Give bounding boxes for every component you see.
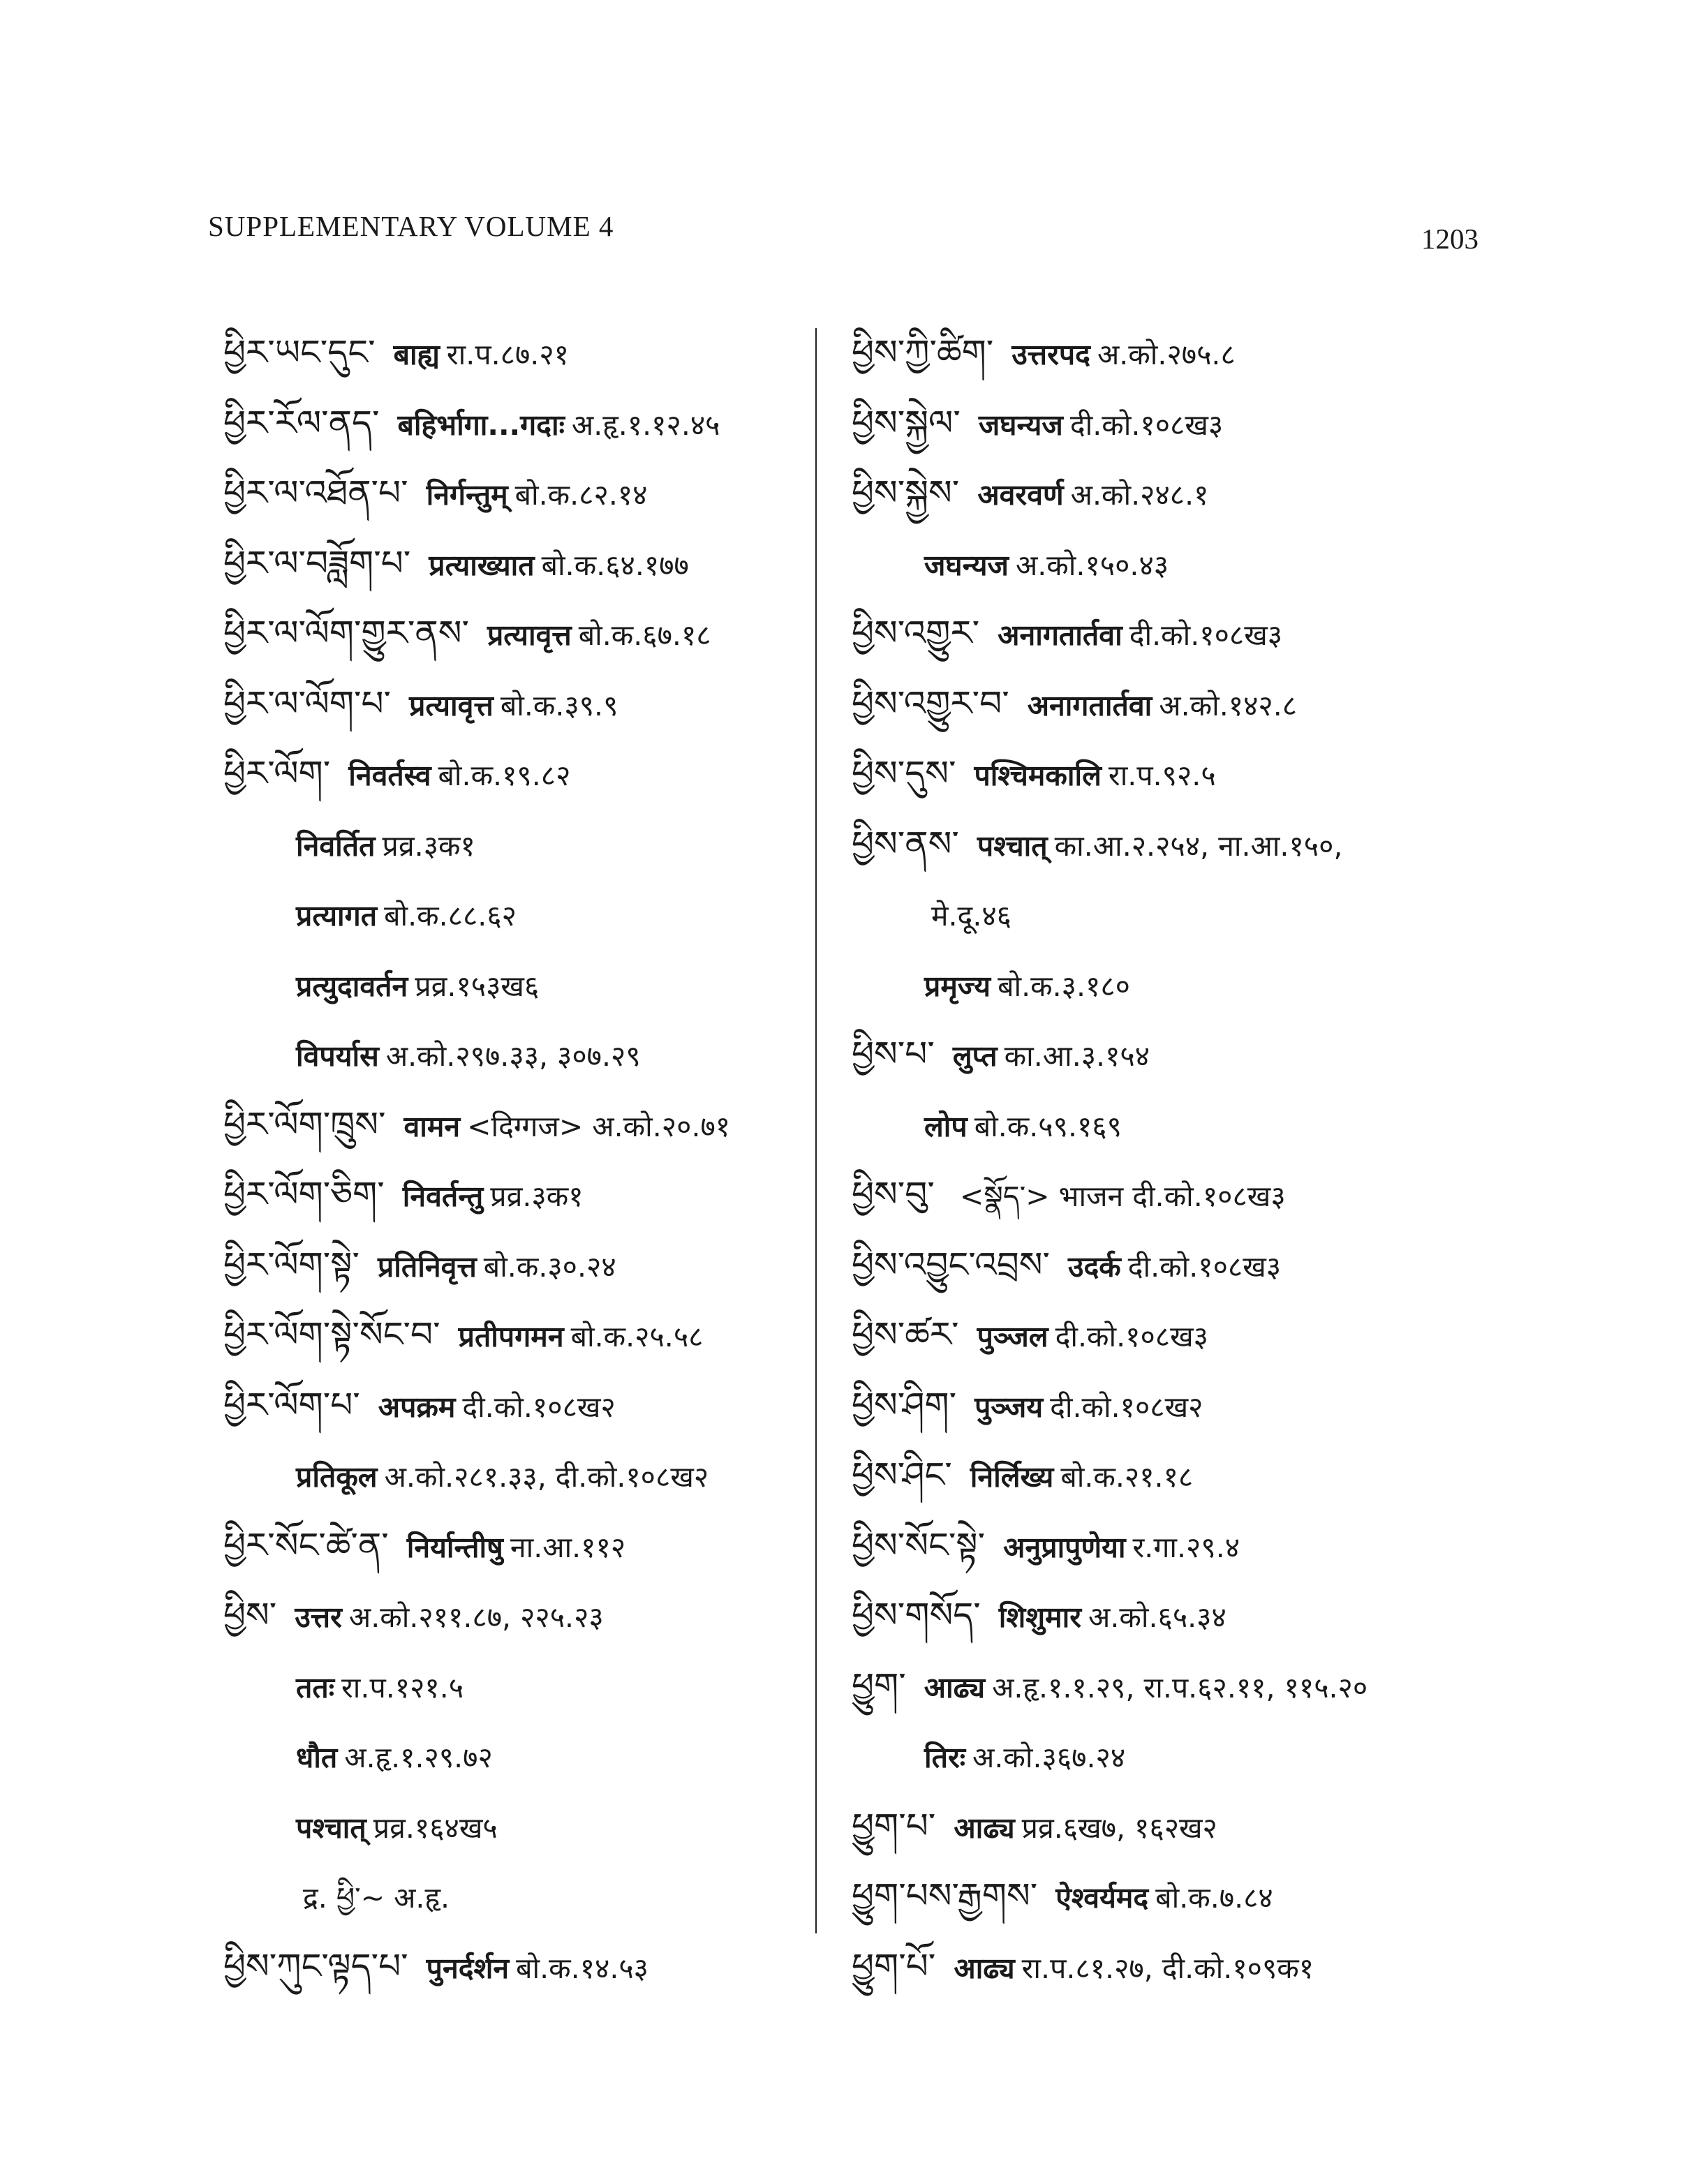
- source-reference: अ.हृ.१.१.२९, रा.प.६२.११, ११५.२०: [992, 1670, 1368, 1704]
- left-column: [223, 318, 810, 2001]
- source-reference: प्रव्र.१५३ख६: [415, 969, 540, 1003]
- dictionary-entry: [223, 1510, 810, 1581]
- source-reference: रा.प.८७.२१: [446, 338, 569, 371]
- source-reference: र.गा.२९.४: [1132, 1530, 1240, 1564]
- tibetan-headword: ཕྱིར་ལོག་ཅིག་: [223, 1174, 385, 1214]
- sanskrit-equivalent: निर्गन्तुम्: [426, 478, 508, 512]
- sanskrit-equivalent: बहिर्भागा...गदाः: [397, 408, 565, 442]
- sanskrit-equivalent: तिरः: [924, 1741, 966, 1774]
- source-reference: अ.को.२८१.३३, दी.को.१०८ख२: [384, 1460, 709, 1494]
- dictionary-entry: [223, 1370, 810, 1441]
- source-reference: रा.प.८१.२७, दी.को.१०९क१: [1021, 1951, 1314, 1985]
- dictionary-entry: [852, 1580, 1480, 1651]
- sanskrit-equivalent: ततः: [296, 1670, 335, 1704]
- dictionary-entry: [223, 1090, 810, 1160]
- dictionary-entry: [223, 1580, 810, 1651]
- dictionary-entry: [852, 1230, 1480, 1300]
- source-reference: अ.को.६५.३४: [1088, 1600, 1226, 1634]
- dictionary-entry: [852, 1791, 1480, 1862]
- source-reference: बो.क.२५.५८: [570, 1320, 704, 1353]
- sanskrit-equivalent: अनुप्रापुणेया: [1003, 1530, 1126, 1564]
- source-reference: दी.को.१०८ख३: [1055, 1320, 1208, 1353]
- sanskrit-equivalent: लोप: [924, 1109, 968, 1143]
- dictionary-subentry: [223, 949, 810, 1020]
- sanskrit-equivalent: बाह्य: [393, 338, 440, 371]
- source-reference: प्रव्र.३क१: [382, 829, 475, 863]
- sanskrit-equivalent: उत्तरपद: [1011, 338, 1090, 371]
- tibetan-headword: ཕྱིས་ཀྱི་ཚིག་: [852, 332, 994, 373]
- source-reference: का.आ.३.१५४: [1004, 1039, 1150, 1073]
- source-reference: ना.आ.११२: [510, 1530, 626, 1564]
- sanskrit-equivalent: पश्चात्: [296, 1811, 366, 1845]
- right-column: [852, 318, 1480, 2001]
- sanskrit-equivalent: प्रत्यागत: [296, 899, 378, 933]
- sanskrit-equivalent: प्रमृज्य: [924, 969, 991, 1003]
- source-reference: बो.क.१९.८२: [438, 759, 571, 792]
- source-reference: प्रव्र.६ख७, १६२ख२: [1021, 1811, 1217, 1845]
- source-reference: अ.को.२११.८७, २२५.२३: [348, 1600, 604, 1634]
- dictionary-entry: [223, 1931, 810, 2002]
- tibetan-headword: ཕྱིར་ལ་ལོག་པ་: [223, 683, 392, 724]
- dictionary-subentry: [852, 528, 1480, 599]
- tibetan-headword: ཕྱིར་ལོག་པ་: [223, 1384, 360, 1425]
- sanskrit-equivalent: जघन्यज: [924, 548, 1009, 582]
- sanskrit-equivalent: प्रतिकूल: [296, 1460, 378, 1494]
- sanskrit-equivalent: निवर्तन्तु: [402, 1180, 484, 1213]
- sanskrit-equivalent: शिशुमार: [998, 1600, 1081, 1634]
- sanskrit-equivalent: प्रतिनिवृत्त: [377, 1249, 477, 1284]
- source-reference: दी.को.१०८ख३: [1129, 618, 1283, 652]
- sanskrit-equivalent: अवरवर्ण: [977, 478, 1064, 512]
- sanskrit-equivalent: प्रत्यावृत्त: [409, 688, 494, 722]
- sanskrit-equivalent: पुनर्दर्शन: [426, 1951, 510, 1985]
- dictionary-entry: [852, 1370, 1480, 1441]
- source-reference: <སྣོད་> भाजन दी.को.१०८ख३: [959, 1180, 1286, 1213]
- dictionary-subentry: [852, 1090, 1480, 1160]
- sanskrit-equivalent: निर्यान्तीषु: [406, 1530, 503, 1564]
- sanskrit-equivalent: अपक्रम: [378, 1390, 456, 1424]
- column-divider: [815, 328, 817, 1933]
- page-header: [208, 209, 1478, 255]
- tibetan-headword: ཕྱིས་གསོད་: [852, 1595, 981, 1635]
- source-reference: अ.को.२७५.८: [1097, 338, 1236, 371]
- sanskrit-equivalent: प्रत्युदावर्तन: [296, 969, 408, 1003]
- tibetan-headword: ཕྱིར་ལ་ལོག་གྱུར་ནས་: [223, 613, 469, 653]
- dictionary-entry: [852, 1931, 1480, 2002]
- tibetan-headword: ཕྱིས་བུ་: [852, 1174, 935, 1214]
- sanskrit-equivalent: निर्लिख्य: [970, 1460, 1054, 1494]
- dictionary-entry: [223, 598, 810, 669]
- source-reference: अ.को.२९७.३३, ३०७.२९: [385, 1039, 641, 1073]
- dictionary-entry: [223, 318, 810, 388]
- dictionary-entry: [852, 738, 1480, 809]
- dictionary-entry: [223, 1159, 810, 1230]
- sanskrit-equivalent: धौत: [296, 1741, 338, 1774]
- dictionary-subentry: [223, 1651, 810, 1721]
- source-reference: बो.क.३०.२४: [483, 1249, 616, 1284]
- source-reference: अ.हृ.१.१२.४५: [571, 408, 720, 442]
- dictionary-subentry: [223, 1721, 810, 1791]
- dictionary-subentry: [223, 879, 810, 949]
- tibetan-headword: ཕྱིར་སོང་ཚེ་ན་: [223, 1524, 389, 1566]
- dictionary-subentry: [223, 1440, 810, 1510]
- source-reference: मे.दू.४६: [931, 899, 1011, 933]
- dictionary-entry: [223, 388, 810, 459]
- dictionary-entry: [852, 598, 1480, 669]
- tibetan-headword: ཕྱིས་ཤིག་: [852, 1384, 957, 1425]
- source-reference: बो.क.३.१८०: [998, 969, 1130, 1003]
- sanskrit-equivalent: विपर्यास: [296, 1039, 379, 1073]
- dictionary-entry: [852, 1651, 1480, 1721]
- tibetan-headword: ཕྱིས་: [223, 1595, 277, 1635]
- dictionary-entry: [852, 809, 1480, 879]
- source-reference: अ.को.३६७.२४: [972, 1741, 1126, 1774]
- running-title: SUPPLEMENTARY VOLUME 4: [208, 210, 614, 242]
- tibetan-headword: ཕྱིར་ལོག་སྟེ་སོང་བ་: [223, 1314, 440, 1355]
- source-reference: बो.क.८२.१४: [514, 478, 648, 512]
- sanskrit-equivalent: पश्चिमकालि: [974, 759, 1102, 792]
- sanskrit-equivalent: उदर्क: [1068, 1249, 1121, 1284]
- dictionary-entry: [852, 1861, 1480, 1931]
- sanskrit-equivalent: आढ्य: [954, 1951, 1015, 1985]
- tibetan-headword: ཕྱིས་པ་: [852, 1034, 935, 1074]
- source-reference: दी.को.१०८ख२: [462, 1390, 616, 1424]
- tibetan-headword: ཕྱུག་པས་རྒྱགས་: [852, 1875, 1038, 1916]
- dictionary-entry: [852, 458, 1480, 528]
- source-reference: बो.क.८८.६२: [384, 899, 517, 933]
- tibetan-headword: ཕྱིས་སོང་སྟེ་: [852, 1524, 986, 1566]
- dictionary-entry: [223, 738, 810, 809]
- tibetan-headword: ཕྱིར་ལོག་ཁྲུས་: [223, 1104, 386, 1145]
- sanskrit-equivalent: पुञ्जल: [977, 1320, 1048, 1353]
- sanskrit-equivalent: लुप्त: [952, 1039, 998, 1073]
- dictionary-subentry: [223, 1791, 810, 1862]
- source-reference: दी.को.१०८ख३: [1127, 1249, 1282, 1284]
- sanskrit-equivalent: प्रतीपगमन: [458, 1320, 564, 1353]
- dictionary-entry: [852, 388, 1480, 459]
- tibetan-headword: ཕྱུག་པ་: [852, 1805, 936, 1846]
- dictionary-entry: [852, 1019, 1480, 1090]
- sanskrit-equivalent: वामन: [403, 1109, 461, 1143]
- source-reference: बो.क.६७.१८: [578, 618, 711, 652]
- sanskrit-equivalent: पश्चात्: [977, 829, 1048, 863]
- dictionary-entry: [223, 528, 810, 599]
- tibetan-headword: ཕྱིར་ལོག་: [223, 753, 331, 794]
- sanskrit-equivalent: जघन्यज: [978, 408, 1063, 442]
- tibetan-headword: ཕྱིས་ཤིང་: [852, 1455, 952, 1495]
- sanskrit-equivalent: निवर्तित: [296, 829, 376, 863]
- source-reference: अ.हृ.१.२९.७२: [344, 1741, 493, 1774]
- source-reference: प्रव्र.३क१: [490, 1180, 584, 1213]
- source-reference: रा.प.१२१.५: [341, 1670, 464, 1704]
- source-reference: अ.को.१५०.४३: [1015, 548, 1169, 582]
- dictionary-entry: [223, 669, 810, 739]
- dictionary-subentry: [223, 1861, 810, 1931]
- dictionary-entry: [223, 458, 810, 528]
- sanskrit-equivalent: पुञ्जय: [974, 1390, 1044, 1424]
- source-reference: बो.क.७.८४: [1155, 1881, 1273, 1915]
- dictionary-entry: [852, 1300, 1480, 1370]
- dictionary-entry: [852, 1440, 1480, 1510]
- tibetan-headword: ཕྱིས་སྐྱེས་: [852, 473, 960, 513]
- tibetan-headword: ཕྱིར་ལོག་སྟེ་: [223, 1244, 360, 1285]
- dictionary-subentry: [223, 809, 810, 879]
- dictionary-subentry: [223, 1019, 810, 1090]
- tibetan-headword: ཕྱིས་ནས་: [852, 823, 959, 864]
- source-reference: दी.को.१०८ख२: [1050, 1390, 1203, 1424]
- source-reference: बो.क.२१.१८: [1060, 1460, 1194, 1494]
- source-reference: द्र. ཕྱི་~ अ.हृ.: [303, 1881, 450, 1915]
- tibetan-headword: ཕྱིས་འབྱུང་འབྲས་: [852, 1244, 1050, 1285]
- source-reference: बो.क.६४.१७७: [541, 548, 689, 582]
- source-reference: अ.को.१४२.८: [1159, 688, 1298, 722]
- dictionary-entry: [223, 1230, 810, 1300]
- tibetan-headword: ཕྱིས་འགྱུར་བ་: [852, 683, 1009, 724]
- tibetan-headword: ཕྱིར་ཡང་དུང་: [223, 332, 376, 373]
- sanskrit-equivalent: निवर्तस्व: [348, 759, 431, 792]
- sanskrit-equivalent: ऐश्वर्यमद: [1055, 1881, 1149, 1915]
- tibetan-headword: ཕྱུག་: [852, 1665, 906, 1706]
- tibetan-headword: ཕྱིར་ལ་འཐོན་པ་: [223, 473, 408, 513]
- source-reference: दी.को.१०८ख३: [1069, 408, 1224, 442]
- source-reference: बो.क.१४.५३: [516, 1951, 649, 1985]
- dictionary-entry: [852, 1159, 1480, 1230]
- dictionary-subentry: [852, 1721, 1480, 1791]
- source-reference: प्रव्र.१६४ख५: [373, 1811, 498, 1845]
- page-number: 1203: [1421, 223, 1478, 255]
- tibetan-headword: ཕྱིར་ལ་བཟློག་པ་: [223, 542, 411, 584]
- tibetan-headword: ཕྱིས་ཀུང་ལྟད་པ་: [223, 1945, 408, 1986]
- source-reference: अ.को.२४८.१: [1070, 478, 1209, 512]
- source-reference: रा.प.९२.५: [1108, 759, 1216, 792]
- dictionary-entry: [223, 1300, 810, 1370]
- tibetan-headword: ཕྱིས་དུས་: [852, 753, 956, 794]
- source-reference: बो.क.३९.९: [500, 688, 618, 722]
- tibetan-headword: ཕྱིར་རོལ་ནད་: [223, 402, 380, 443]
- tibetan-headword: ཕྱིས་ཚར་: [852, 1314, 959, 1355]
- sanskrit-equivalent: उत्तर: [295, 1600, 342, 1634]
- source-reference: बो.क.५९.१६९: [974, 1109, 1122, 1143]
- tibetan-headword: ཕྱུག་པོ་: [852, 1945, 936, 1986]
- source-reference: का.आ.२.२५४, ना.आ.१५०,: [1054, 829, 1343, 863]
- dictionary-entry: [852, 669, 1480, 739]
- dictionary-subentry: [852, 949, 1480, 1020]
- dictionary-entry: [852, 318, 1480, 388]
- tibetan-headword: ཕྱིས་འགྱུར་: [852, 613, 980, 653]
- sanskrit-equivalent: आढ्य: [954, 1811, 1015, 1845]
- source-reference: <दिग्गज> अ.को.२०.७१: [467, 1109, 731, 1143]
- sanskrit-equivalent: प्रत्यावृत्त: [487, 618, 572, 652]
- sanskrit-equivalent: अनागतार्तवा: [1027, 688, 1152, 722]
- sanskrit-equivalent: प्रत्याख्यात: [429, 548, 535, 582]
- sanskrit-equivalent: आढ्य: [924, 1670, 986, 1704]
- tibetan-headword: ཕྱིས་སྐྱེལ་: [852, 402, 961, 443]
- dictionary-entry: [852, 1510, 1480, 1581]
- sanskrit-equivalent: अनागतार्तवा: [998, 618, 1122, 652]
- dictionary-subentry: [852, 879, 1480, 949]
